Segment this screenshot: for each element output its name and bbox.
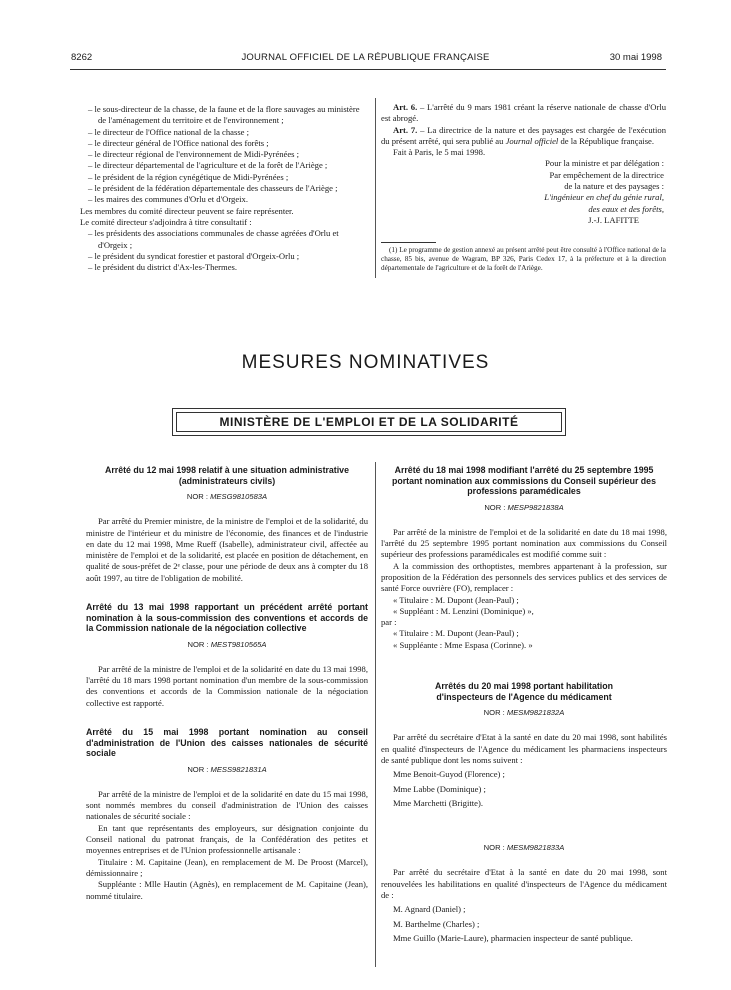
list-item: « Titulaire : M. Dupont (Jean-Paul) ; (393, 628, 519, 639)
list-item: – le président de la fédération départementale des chasseurs de l'Ariège ; (88, 183, 338, 194)
nor-reference: NOR : MESS9821831A (187, 764, 267, 774)
list-item: – les maires des communes d'Orlu et d'Orgeix. (88, 194, 248, 205)
paragraph: Les membres du comité directeur peuvent se faire représenter. (80, 205, 294, 216)
decree-body: Par arrêté du secrétaire d'Etat à la santé en date du 20 mai 1998, sont renouvelées les habilitations en qualité d'inspecteurs de l'Agence du médicament de : (381, 867, 667, 901)
decree-title: Arrêté du 12 mai 1998 relatif à une situation administrative (administrateurs civils) (105, 465, 349, 486)
list-item: – le directeur départemental de l'agriculture et de la forêt de l'Ariège ; (88, 160, 328, 171)
list-item: M. Barthelme (Charles) ; (393, 918, 480, 929)
ministry-box (172, 408, 566, 436)
paragraph: Le comité directeur s'adjoindra à titre consultatif : (80, 216, 252, 227)
page-number: 8262 (71, 52, 93, 63)
list-item: – le directeur régional de l'environnement de Midi-Pyrénées ; (88, 149, 300, 160)
nor-reference: NOR : MESM9821832A (483, 708, 565, 718)
nor-reference: NOR : MESP9821838A (484, 502, 564, 512)
list-item: – le président du district d'Ax-les-Thermes. (88, 262, 238, 273)
footnote-rule (381, 242, 436, 243)
decree-title: Arrêtés du 20 mai 1998 portant habilitation d'inspecteurs de l'Agence du médicament (435, 681, 613, 702)
list-item: Mme Benoit-Guyod (Florence) ; (393, 769, 505, 780)
decree-title: Arrêté du 13 mai 1998 rapportant un précédent arrêté portant nomination à la sous-commission des conventions et accords de la Commission nationale de la négociation collective (86, 602, 368, 634)
article-6: Art. 6. – L'arrêté du 9 mars 1981 créant la réserve nationale de chasse d'Orlu est abrogé. (381, 102, 667, 124)
decree-body: Par arrêté du Premier ministre, de la ministre de l'emploi et de la solidarité, du ministre de l'intérieur et du ministre de l'économie, des finances et de l'industrie en date du 12 mai 1998, Mme Rueff (Isabelle), administrateur civil, affectée au ministère de l'emploi et de la solidarité, est placée en position de détachement, en qualité de sous-préfet de 2ᵉ classe, pour une période de deux ans à compter du 18 août 1997, au titre de l'obligation de mobilité. (86, 516, 368, 583)
list-item: « Titulaire : M. Dupont (Jean-Paul) ; (393, 594, 519, 605)
decree-body: Par arrêté de la ministre de l'emploi et de la solidarité en date du 15 mai 1998, sont nommés membres du conseil d'administration de l'Union des caisses nationales de sécurité sociale : (86, 788, 368, 822)
list-item: – le directeur de l'Office national de la chasse ; (88, 126, 250, 137)
top-right-column (381, 102, 666, 273)
journal-title: JOURNAL OFFICIEL DE LA RÉPUBLIQUE FRANÇAISE (241, 52, 490, 63)
decree-body: Par arrêté de la ministre de l'emploi et de la solidarité en date du 18 mai 1998, l'arrêté du 25 septembre 1995 portant nomination aux commissions du Conseil supérieur des professions paramédicales est modifié comme suit : (381, 526, 667, 560)
list-item: – les présidents des associations communales de chasse agréées d'Orlu et d'Orgeix ; (88, 228, 339, 250)
list-item: Mme Guillo (Marie-Laure), pharmacien inspecteur de santé publique. (393, 932, 633, 943)
decree-body: Par arrêté de la ministre de l'emploi et de la solidarité en date du 13 mai 1998, l'arrêté du 18 mars 1998 portant nomination d'un membre de la sous-commission des conventions et accords de la Commission nationale de la négociation collective est rapporté. (86, 663, 368, 708)
top-left-column (80, 104, 368, 273)
column-divider (375, 98, 376, 278)
article-label: Art. 6. (393, 102, 418, 112)
article-label: Art. 7. (393, 124, 418, 135)
nor-reference: NOR : MESG9810583A (186, 492, 268, 501)
nor-reference: NOR : MESM9821833A (483, 843, 565, 853)
decree-body: Suppléante : Mlle Hautin (Agnès), en remplacement de M. Capitaine (Jean), nommé titulaire. (86, 879, 368, 901)
list-item: – le sous-directeur de la chasse, de la faune et de la flore sauvages au ministère de l'aménagement du territoire et de l'environnement ; (88, 104, 360, 126)
bottom-left-column (86, 465, 368, 902)
signatory: J.-J. LAFITTE (588, 214, 639, 225)
list-item: « Suppléant : M. Lenzini (Dominique) », (393, 605, 534, 616)
ministry-title: MINISTÈRE DE L'EMPLOI ET DE LA SOLIDARITÉ (176, 412, 562, 432)
nor-reference: NOR : MEST9810565A (187, 639, 267, 649)
list-item: – le président du syndicat forestier et pastoral d'Orgeix-Orlu ; (88, 250, 300, 261)
bottom-right-column (381, 465, 667, 944)
footnote: (1) Le programme de gestion annexé au présent arrêté peut être consulté à l'Office national de la chasse, 85 bis, avenue de Wagram, BP 326, Paris Cedex 17, à la préfecture et à la direction départementale de l'agriculture et de la forêt de l'Ariège. (381, 246, 666, 273)
article-7: Art. 7. – La directrice de la nature et des paysages est chargée de l'exécution du présent arrêté, qui sera publié au Journal officiel de la République française. (381, 124, 666, 146)
list-item: – le directeur général de l'Office national des forêts ; (88, 137, 269, 148)
list-item: M. Agnard (Daniel) ; (393, 904, 466, 915)
header-rule (70, 69, 666, 70)
decree-body: En tant que représentants des employeurs, sur désignation conjointe du Conseil national du patronat français, de la Confédération des petites et moyennes entreprises et de l'Union professionnelle artisanale : (86, 822, 368, 856)
fait-a-paris: Fait à Paris, le 5 mai 1998. (393, 147, 486, 158)
decree-title: Arrêté du 15 mai 1998 portant nomination au conseil d'administration de l'Union des caisses nationales de sécurité sociale (86, 727, 368, 759)
column-divider (375, 462, 376, 967)
page-header (0, 52, 731, 66)
list-item: Mme Marchetti (Brigitte). (393, 797, 483, 808)
list-item: – le président de la région cynégétique de Midi-Pyrénées ; (88, 171, 289, 182)
decree-body: Titulaire : M. Capitaine (Jean), en remplacement de M. De Proost (Marcel), démissionnaire ; (86, 856, 368, 878)
decree-title: Arrêté du 18 mai 1998 modifiant l'arrêté du 25 septembre 1995 portant nomination aux commissions du Conseil supérieur des professions paramédicales (392, 465, 656, 496)
signature-block: Pour la ministre et par délégation : Par empêchement de la directrice de la nature et des paysages : L'ingénieur en chef du génie rural, des eaux et des forêts, J.-J. LAFITTE (381, 158, 666, 226)
decree-body: A la commission des orthoptistes, membres appartenant à la profession, sur proposition de la Fédération des personnels des services publics et des services de santé Force ouvrière (FO), remplacer : (381, 560, 667, 594)
section-title: MESURES NOMINATIVES (241, 352, 490, 373)
list-item: Mme Labbe (Dominique) ; (393, 783, 486, 794)
decree-body: Par arrêté du secrétaire d'Etat à la santé en date du 20 mai 1998, sont habilités en qualité d'inspecteurs de l'Agence du médicament les pharmaciens inspecteurs de santé publique dont les noms suivent : (381, 732, 667, 765)
paragraph: par : (381, 617, 397, 628)
issue-date: 30 mai 1998 (609, 52, 662, 63)
list-item: « Suppléante : Mme Espasa (Corinne). » (393, 639, 533, 650)
